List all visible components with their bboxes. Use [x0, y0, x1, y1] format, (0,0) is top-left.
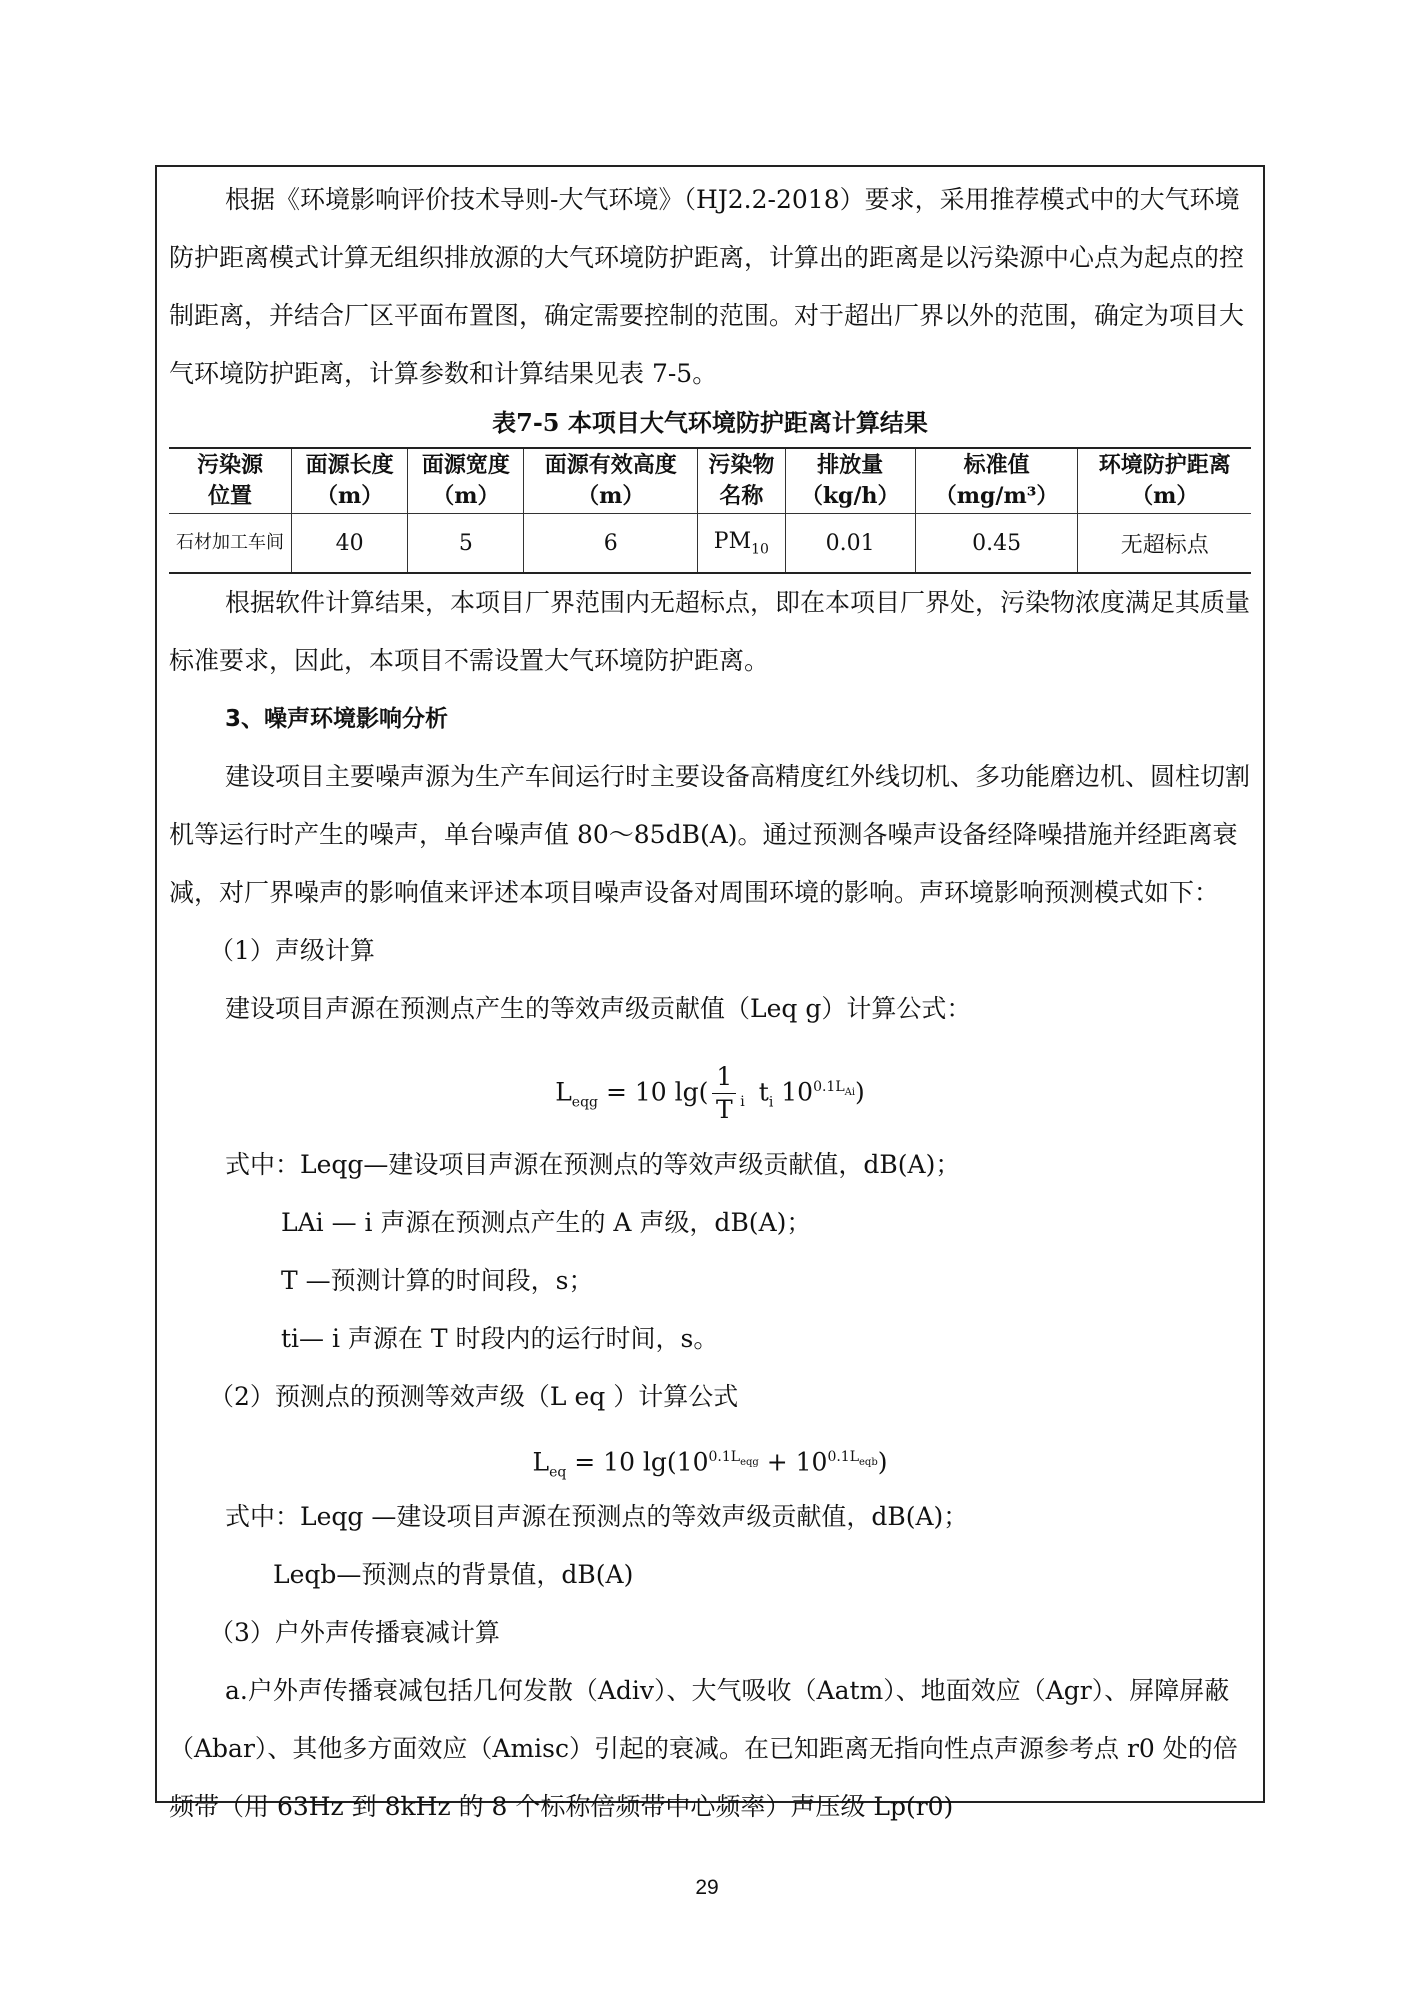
- paragraph-noise-sources: 建设项目主要噪声源为生产车间运行时主要设备高精度红外线切机、多功能磨边机、圆柱切割机等运行时产生的噪声，单台噪声值 80～85dB(A)。通过预测各噪声设备经降噪措施并经距离衰减，对厂界噪声的影响值来评述本项目噪声设备对周围环境的影响。声环境影响预测模式如下：: [169, 762, 1251, 907]
- cell-width: 5: [408, 514, 524, 574]
- header-width: 面源宽度 （m）: [408, 448, 524, 514]
- paragraph-result: 根据软件计算结果，本项目厂界范围内无超标点，即在本项目厂界处，污染物浓度满足其质量标准要求，因此，本项目不需设置大气环境防护距离。: [169, 588, 1251, 675]
- paragraph-intro: 根据《环境影响评价技术导则-大气环境》（HJ2.2-2018）要求，采用推荐模式中的大气环境防护距离模式计算无组织排放源的大气环境防护距离，计算出的距离是以污染源中心点为起点的控制距离，并结合厂区平面布置图，确定需要控制的范围。对于超出厂界以外的范围，确定为项目大气环境防护距离，计算参数和计算结果见表 7-5。: [169, 185, 1245, 388]
- cell-emission: 0.01: [785, 514, 915, 574]
- header-standard: 标准值 （mg/m³）: [915, 448, 1078, 514]
- header-distance: 环境防护距离 （m）: [1078, 448, 1251, 514]
- table-row: [169, 514, 1251, 574]
- cell-distance: 无超标点: [1078, 514, 1251, 574]
- subheading-predicted-level: （2）预测点的预测等效声级（L eq ）计算公式: [209, 1382, 739, 1411]
- header-emission: 排放量 （kg/h）: [785, 448, 915, 514]
- subheading-level-calc: （1）声级计算: [209, 936, 375, 965]
- definition-ti: ti— i 声源在 T 时段内的运行时间，s。: [281, 1324, 719, 1353]
- content-frame: [155, 165, 1265, 1821]
- paragraph-formula-intro: 建设项目声源在预测点产生的等效声级贡献值（Leq g）计算公式：: [225, 994, 972, 1023]
- formula-leq: $L_{eq} = 10$ $\lg(10^{0.1L_{eqg}} + 10^{0.1L_{eqb}})$: [532, 1447, 888, 1481]
- definition-leqg: 式中：Leqg—建设项目声源在预测点的等效声级贡献值，dB(A)；: [225, 1150, 961, 1179]
- cell-source: 石材加工车间: [169, 514, 292, 574]
- header-height: 面源有效高度 （m）: [524, 448, 698, 514]
- header-source: 污染源 位置: [169, 448, 292, 514]
- section-heading-noise: 3、噪声环境影响分析: [225, 706, 449, 732]
- definition-t: T —预测计算的时间段，s；: [281, 1266, 594, 1295]
- formula-fraction: $\frac{1}{T}$: [712, 1061, 736, 1126]
- page-number: 29: [695, 1876, 719, 1899]
- table-header-row: [169, 448, 1251, 514]
- table-caption: 表7-5 本项目大气环境防护距离计算结果: [492, 408, 928, 437]
- header-pollutant: 污染物 名称: [698, 448, 785, 514]
- definition-leqg-2: 式中：Leqg —建设项目声源在预测点的等效声级贡献值，dB(A)；: [225, 1502, 969, 1531]
- protection-distance-table: [169, 447, 1251, 574]
- formula-leqg: $L_{eqg} = 10$ lg( $\frac{1}{T}$ $_i$ $t_i$ $10^{0.1L_{Ai}}$): [555, 1062, 865, 1125]
- subheading-outdoor-attenuation: （3）户外声传播衰减计算: [209, 1618, 500, 1647]
- cell-height: 6: [524, 514, 698, 574]
- paragraph-attenuation: a.户外声传播衰减包括几何发散（Adiv）、大气吸收（Aatm）、地面效应（Agr）、屏障屏蔽（Abar）、其他多方面效应（Amisc）引起的衰减。在已知距离无指向性点声源参考点 r0 处的倍频带（用 63Hz 到 8kHz 的 8 个标称倍频带中心频率）声压级 Lp(r0): [169, 1676, 1238, 1821]
- cell-length: 40: [292, 514, 408, 574]
- cell-standard: 0.45: [915, 514, 1078, 574]
- definition-lai: LAi — i 声源在预测点产生的 A 声级，dB(A)；: [281, 1208, 812, 1237]
- header-length: 面源长度 （m）: [292, 448, 408, 514]
- definition-leqb: Leqb—预测点的背景值，dB(A): [273, 1560, 634, 1589]
- cell-pollutant: $PM_{10}$: [698, 514, 785, 574]
